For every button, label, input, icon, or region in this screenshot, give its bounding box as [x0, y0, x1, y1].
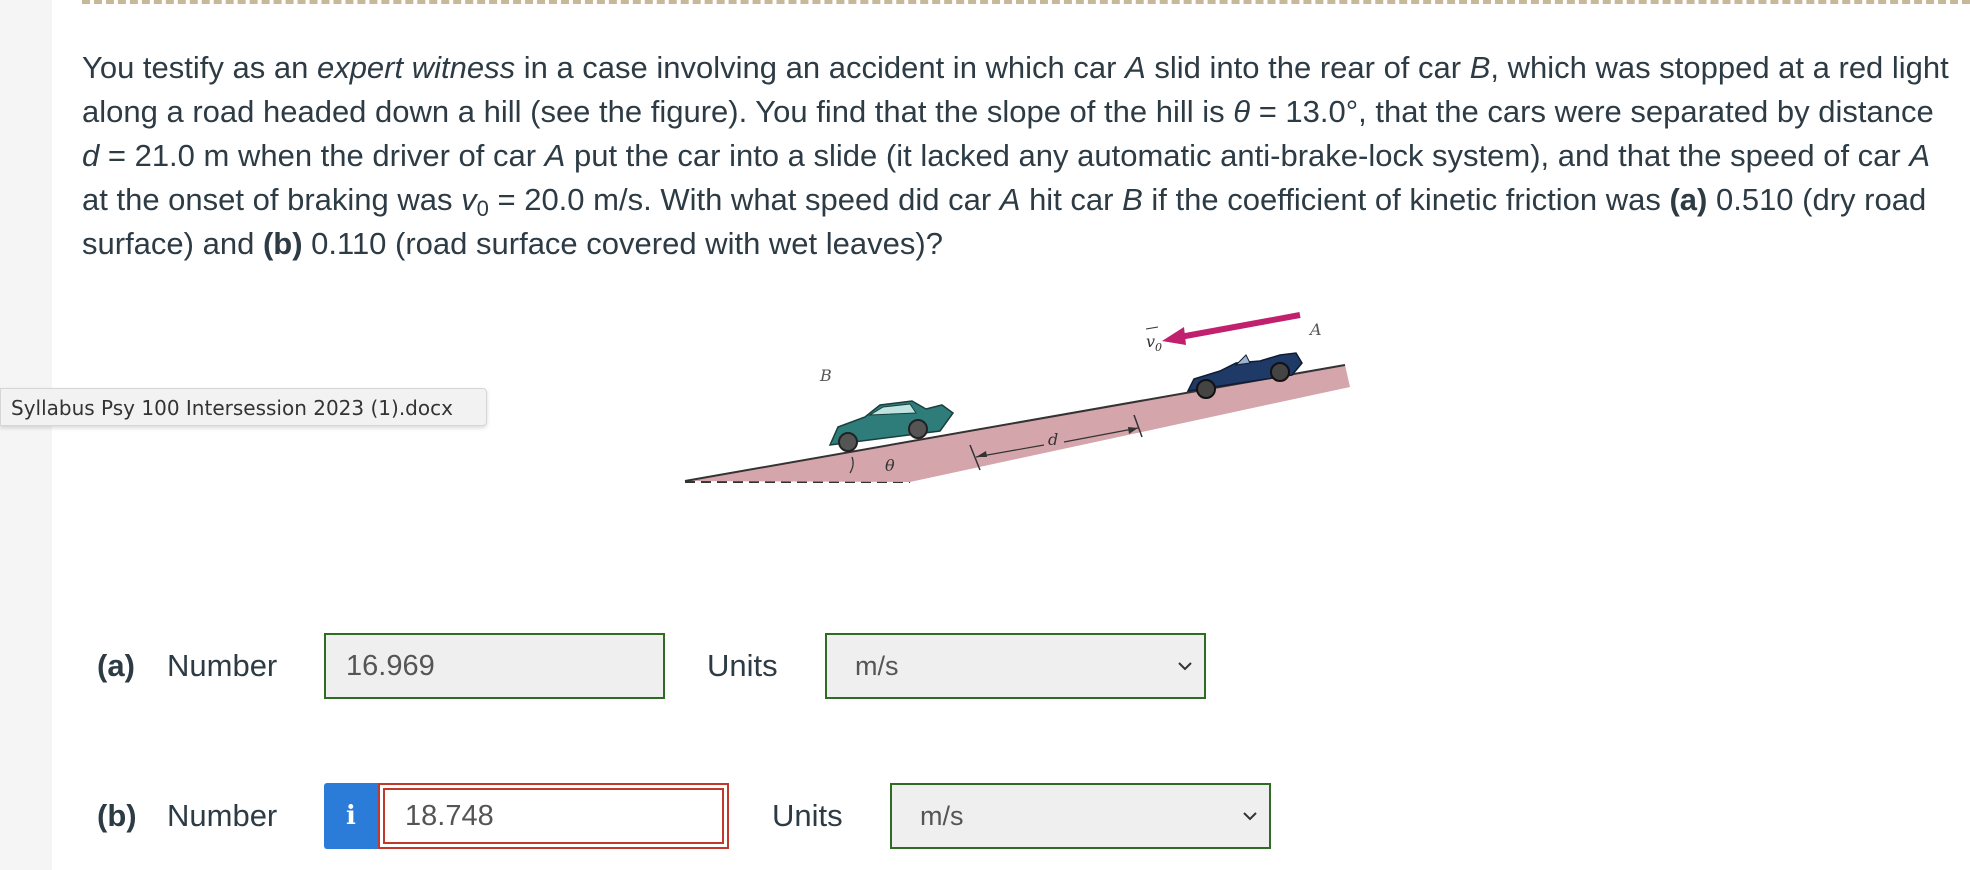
part-b-label: (b) [97, 798, 137, 833]
velocity-arrow [1162, 315, 1300, 345]
answer-a-input[interactable]: 16.969 [324, 633, 665, 699]
part-a-label: (a) [97, 648, 135, 683]
theta-label: θ [885, 456, 895, 475]
answer-b-input-frame [378, 783, 729, 849]
top-divider [82, 0, 1970, 4]
left-gutter [0, 0, 52, 870]
units-label-a: Units [707, 648, 778, 683]
vector-arrow-mark [1146, 327, 1158, 329]
answer-b-input[interactable]: 18.748 [383, 788, 724, 844]
number-label-a: Number [167, 648, 278, 683]
units-select-a-value: m/s [855, 651, 899, 681]
hill-figure [680, 305, 1350, 490]
distance-d-label: d [1048, 430, 1059, 449]
question-text: You testify as an expert witness in a case involving an accident in which car A slid into the rear of car B, which was stopped at a red light along a road headed down a hill (see the figure). You find that the slope of the hill is θ = 13.0°, that the cars were separated by distance d = 21.0 m when the driver of car A put the car into a slide (it lacked any automatic anti-brake-lock system), and that the speed of car A at the onset of braking was $v_0 = 20.0$ m/s. With what speed did car A hit car B if the coefficient of kinetic friction was (a) 0.510 (dry road surface) and (b) 0.110 (road surface covered with wet leaves)? [82, 50, 1949, 261]
file-tooltip: Syllabus Psy 100 Intersession 2023 (1).docx [0, 388, 487, 426]
units-select-b-value: m/s [920, 801, 964, 831]
chevron-down-icon [1176, 657, 1194, 675]
velocity-label: $v_0$ [1146, 332, 1163, 354]
units-label-b: Units [772, 798, 843, 833]
chevron-down-icon [1241, 807, 1259, 825]
car-a-label: A [1310, 320, 1322, 339]
number-label-b: Number [167, 798, 278, 833]
units-select-a[interactable] [825, 633, 1206, 699]
info-icon[interactable]: i [324, 783, 378, 849]
units-select-b[interactable] [890, 783, 1271, 849]
car-b-label: B [820, 366, 832, 385]
